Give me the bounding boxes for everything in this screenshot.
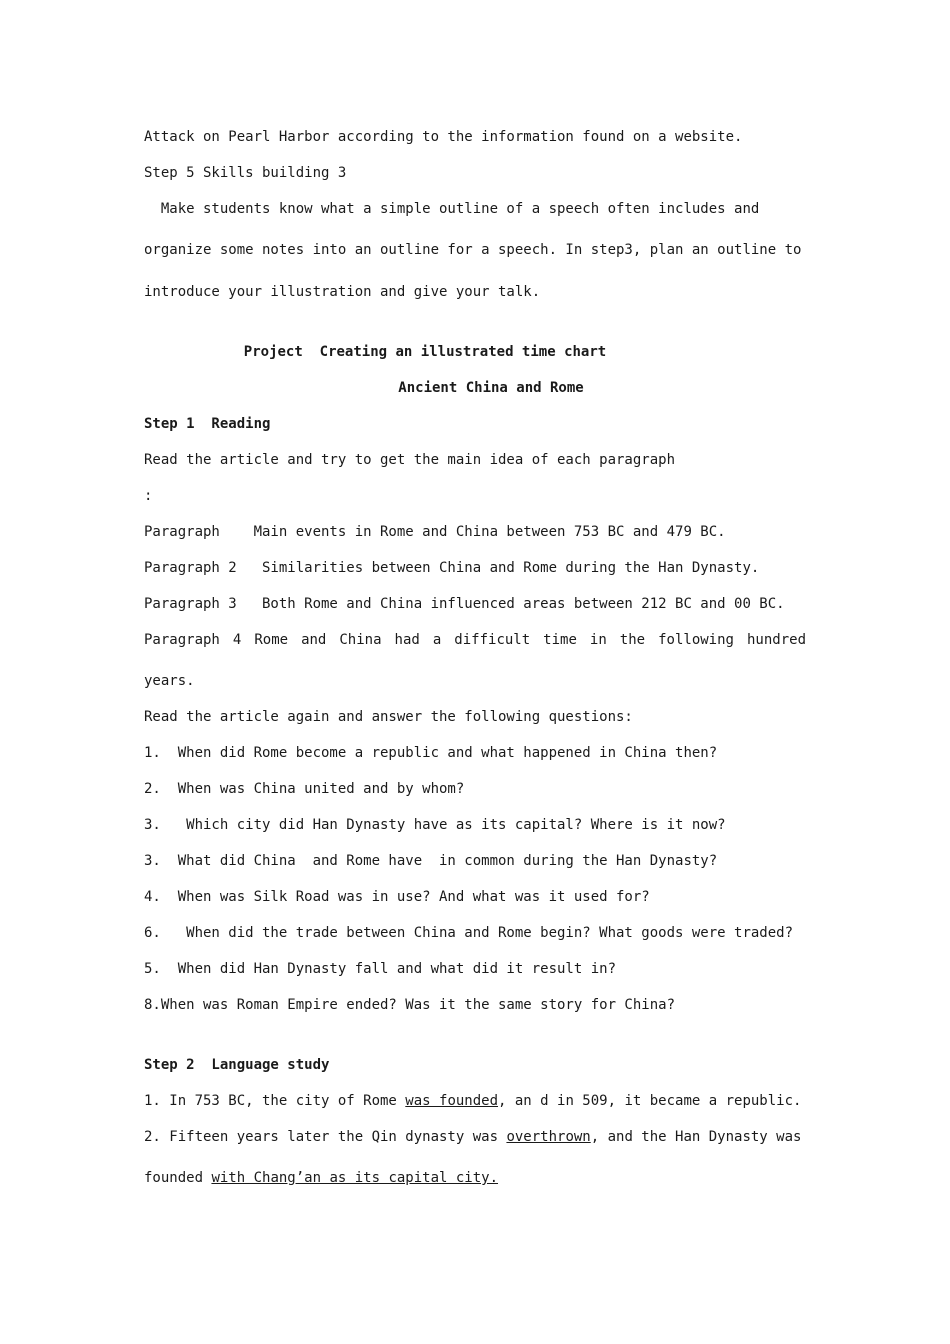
question-item: 6. When did the trade between China and Rome begin? What goods were traded?: [144, 925, 794, 941]
question-item: 3. What did China and Rome have in common during the Han Dynasty?: [144, 853, 718, 869]
step1-colon: :: [144, 488, 153, 504]
step1-instruction: Read the article and try to get the main idea of each paragraph: [144, 452, 676, 468]
paragraph-summary-2: Paragraph 2 Similarities between China and Rome during the Han Dynasty.: [144, 560, 760, 576]
language-item-1-post: , an d in 509, it became a republic.: [498, 1093, 802, 1109]
language-item-2-line2-underlined: with Chang’an as its capital city.: [211, 1170, 499, 1186]
project-title: Project Creating an illustrated time chart: [243, 344, 607, 360]
language-item-1-underlined: was founded: [405, 1093, 499, 1109]
intro-line: Attack on Pearl Harbor according to the information found on a website.: [144, 129, 743, 145]
project-subtitle: Ancient China and Rome: [398, 380, 584, 396]
question-item: 4. When was Silk Road was in use? And what was it used for?: [144, 889, 650, 905]
step2-title: Step 2 Language study: [144, 1057, 330, 1073]
language-item-1: [144, 1092, 801, 1110]
question-item: 8.When was Roman Empire ended? Was it the same story for China?: [144, 997, 676, 1013]
step5-paragraph-line3: introduce your illustration and give your talk.: [144, 284, 541, 300]
paragraph-summary-3: Paragraph 3 Both Rome and China influenced areas between 212 BC and 00 BC.: [144, 596, 785, 612]
question-item: 1. When did Rome become a republic and what happened in China then?: [144, 745, 718, 761]
language-item-2-line2-pre: founded: [144, 1170, 212, 1186]
question-item: 3. Which city did Han Dynasty have as its capital? Where is it now?: [144, 817, 726, 833]
language-item-2-cont: [144, 1169, 498, 1187]
step5-paragraph-line2: organize some notes into an outline for a speech. In step3, plan an outline to: [144, 242, 802, 258]
language-item-2-post: , and the Han Dynasty was: [590, 1129, 802, 1145]
paragraph-summary-1: Paragraph Main events in Rome and China between 753 BC and 479 BC.: [144, 524, 726, 540]
question-item: 5. When did Han Dynasty fall and what did it result in?: [144, 961, 617, 977]
step5-paragraph-line1: Make students know what a simple outline of a speech often includes and: [144, 201, 760, 217]
language-item-2-underlined: overthrown: [506, 1129, 591, 1145]
question-item: 2. When was China united and by whom?: [144, 781, 465, 797]
step1-instruction2: Read the article again and answer the following questions:: [144, 709, 633, 725]
paragraph-summary-4: Paragraph 4 Rome and China had a difficult time in the following hundred: [144, 632, 806, 648]
language-item-2-pre: 2. Fifteen years later the Qin dynasty was: [144, 1129, 507, 1145]
step1-title: Step 1 Reading: [144, 416, 271, 432]
language-item-1-pre: 1. In 753 BC, the city of Rome: [144, 1093, 406, 1109]
language-item-2: [144, 1128, 801, 1146]
step5-title: Step 5 Skills building 3: [144, 165, 347, 181]
paragraph-summary-4-cont: years.: [144, 673, 195, 689]
